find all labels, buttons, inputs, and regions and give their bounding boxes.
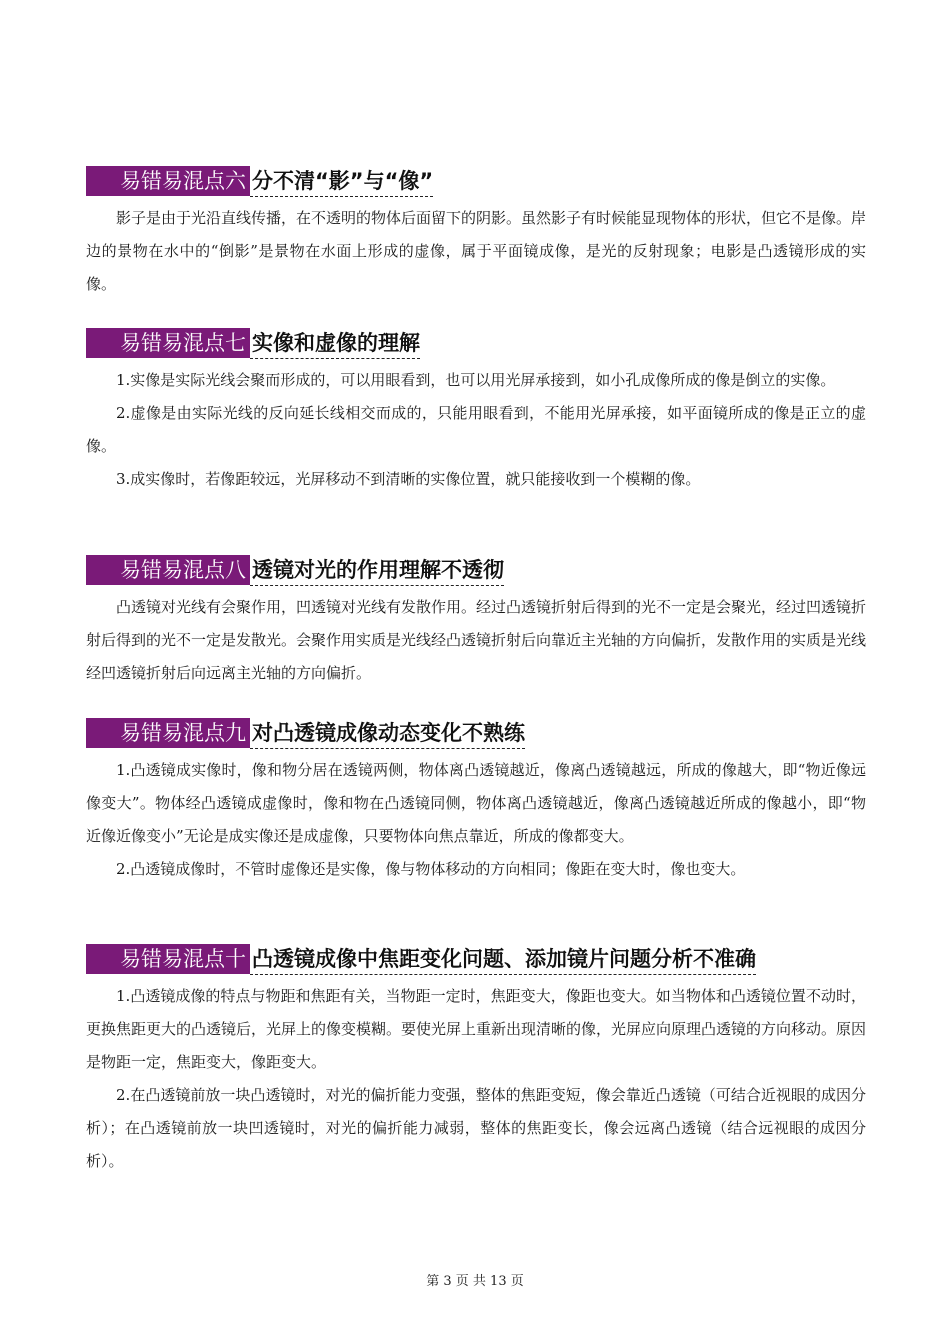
- section-title: 凸透镜成像中焦距变化问题、添加镜片问题分析不准确: [250, 944, 756, 975]
- section-heading: [86, 166, 866, 196]
- section-6: [86, 166, 866, 301]
- paragraph: 1.实像是实际光线会聚而形成的，可以用眼看到，也可以用光屏承接到，如小孔成像所成的像是倒立的实像。: [116, 371, 836, 389]
- section-9: [86, 718, 866, 886]
- paragraph: 影子是由于光沿直线传播，在不透明的物体后面留下的阴影。虽然影子有时候能显现物体的形状，但它不是像。岸边的景物在水中的“倒影”是景物在水面上形成的虚像，属于平面镜成像，是光的反射现象；电影是凸透镜形成的实像。: [86, 209, 867, 293]
- section-10: [86, 944, 866, 1178]
- section-title: 分不清“影”与“像”: [250, 166, 433, 197]
- section-8: [86, 555, 866, 690]
- paragraph: 1.凸透镜成像的特点与物距和焦距有关，当物距一定时，焦距变大，像距也变大。如当物体和凸透镜位置不动时，更换焦距更大的凸透镜后，光屏上的像变模糊。要使光屏上重新出现清晰的像，光屏应向原理凸透镜的方向移动。原因是物距一定，焦距变大，像距变大。: [86, 987, 867, 1071]
- section-title: 实像和虚像的理解: [250, 328, 420, 359]
- paragraph: 2.在凸透镜前放一块凸透镜时，对光的偏折能力变强，整体的焦距变短，像会靠近凸透镜（可结合近视眼的成因分析）；在凸透镜前放一块凹透镜时，对光的偏折能力减弱，整体的焦距变长，像会远离凸透镜（结合远视眼的成因分析）。: [86, 1086, 866, 1170]
- section-heading: [86, 328, 866, 358]
- paragraph: 2.虚像是由实际光线的反向延长线相交而成的，只能用眼看到，不能用光屏承接，如平面镜所成的像是正立的虚像。: [86, 404, 866, 455]
- section-7: [86, 328, 866, 496]
- paragraph: 3.成实像时，若像距较远，光屏移动不到清晰的实像位置，就只能接收到一个模糊的像。: [116, 470, 701, 488]
- section-tag: 易错易混点九: [86, 718, 250, 748]
- section-heading: [86, 718, 866, 748]
- section-tag: 易错易混点八: [86, 555, 250, 585]
- paragraph: 2.凸透镜成像时，不管时虚像还是实像，像与物体移动的方向相同；像距在变大时，像也变大。: [116, 860, 746, 878]
- section-heading: [86, 944, 866, 974]
- section-title: 透镜对光的作用理解不透彻: [250, 555, 504, 586]
- section-title: 对凸透镜成像动态变化不熟练: [250, 718, 525, 749]
- paragraph: 凸透镜对光线有会聚作用，凹透镜对光线有发散作用。经过凸透镜折射后得到的光不一定是会聚光，经过凹透镜折射后得到的光不一定是发散光。会聚作用实质是光线经凸透镜折射后向靠近主光轴的方向偏折，发散作用的实质是光线经凹透镜折射后向远离主光轴的方向偏折。: [86, 598, 867, 682]
- section-heading: [86, 555, 866, 585]
- section-tag: 易错易混点六: [86, 166, 250, 196]
- paragraph: 1.凸透镜成实像时，像和物分居在透镜两侧，物体离凸透镜越近，像离凸透镜越远，所成的像越大，即“物近像远像变大”。物体经凸透镜成虚像时，像和物在凸透镜同侧，物体离凸透镜越近，像离凸透镜越近所成的像越小，即“物近像近像变小”无论是成实像还是成虚像，只要物体向焦点靠近，所成的像都变大。: [86, 761, 866, 845]
- page-footer: 第 3 页 共 13 页: [426, 1274, 524, 1289]
- section-tag: 易错易混点十: [86, 944, 250, 974]
- section-tag: 易错易混点七: [86, 328, 250, 358]
